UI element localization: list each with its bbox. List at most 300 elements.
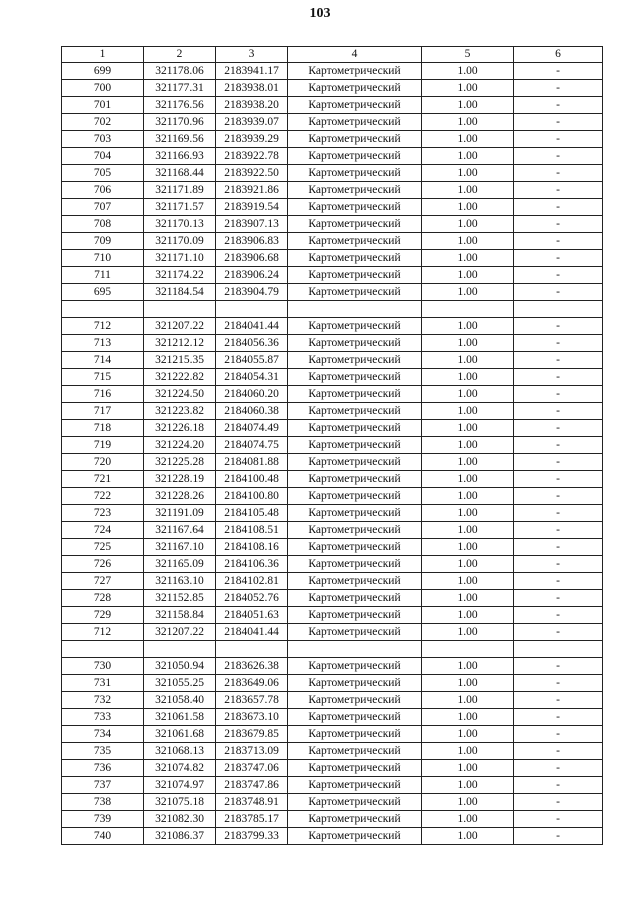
- y-coordinate-cell: 2183939.07: [216, 114, 288, 131]
- accuracy-cell: 1.00: [422, 828, 514, 845]
- method-cell: [288, 641, 422, 658]
- page-number: 103: [309, 6, 331, 21]
- table-row: [62, 165, 603, 182]
- point-number-cell: 721: [62, 471, 144, 488]
- note-cell: -: [514, 760, 603, 777]
- x-coordinate-cell: 321166.93: [144, 148, 216, 165]
- point-number-cell: 703: [62, 131, 144, 148]
- method-cell: Картометрический: [288, 182, 422, 199]
- accuracy-cell: 1.00: [422, 63, 514, 80]
- accuracy-cell: 1.00: [422, 624, 514, 641]
- method-cell: Картометрический: [288, 352, 422, 369]
- method-cell: [288, 301, 422, 318]
- y-coordinate-cell: 2183939.29: [216, 131, 288, 148]
- x-coordinate-cell: 321074.82: [144, 760, 216, 777]
- x-coordinate-cell: 321075.18: [144, 794, 216, 811]
- method-cell: Картометрический: [288, 828, 422, 845]
- column-header: 3: [216, 47, 288, 63]
- note-cell: -: [514, 794, 603, 811]
- accuracy-cell: 1.00: [422, 522, 514, 539]
- x-coordinate-cell: 321184.54: [144, 284, 216, 301]
- method-cell: Картометрический: [288, 624, 422, 641]
- note-cell: -: [514, 675, 603, 692]
- accuracy-cell: 1.00: [422, 352, 514, 369]
- x-coordinate-cell: [144, 641, 216, 658]
- x-coordinate-cell: 321152.85: [144, 590, 216, 607]
- table-row: [62, 675, 603, 692]
- point-number-cell: 699: [62, 63, 144, 80]
- x-coordinate-cell: 321170.13: [144, 216, 216, 233]
- method-cell: Картометрический: [288, 811, 422, 828]
- table-row: [62, 63, 603, 80]
- table-row: [62, 301, 603, 318]
- method-cell: Картометрический: [288, 692, 422, 709]
- table-row: [62, 284, 603, 301]
- table-row: [62, 97, 603, 114]
- note-cell: -: [514, 131, 603, 148]
- x-coordinate-cell: 321050.94: [144, 658, 216, 675]
- point-number-cell: 728: [62, 590, 144, 607]
- accuracy-cell: 1.00: [422, 199, 514, 216]
- note-cell: -: [514, 182, 603, 199]
- x-coordinate-cell: 321222.82: [144, 369, 216, 386]
- note-cell: -: [514, 607, 603, 624]
- method-cell: Картометрический: [288, 233, 422, 250]
- x-coordinate-cell: 321224.20: [144, 437, 216, 454]
- method-cell: Картометрический: [288, 165, 422, 182]
- point-number-cell: 695: [62, 284, 144, 301]
- table-row: [62, 182, 603, 199]
- x-coordinate-cell: 321212.12: [144, 335, 216, 352]
- y-coordinate-cell: 2184060.20: [216, 386, 288, 403]
- table-row: [62, 216, 603, 233]
- note-cell: -: [514, 556, 603, 573]
- accuracy-cell: 1.00: [422, 80, 514, 97]
- point-number-cell: 714: [62, 352, 144, 369]
- point-number-cell: 716: [62, 386, 144, 403]
- point-number-cell: 713: [62, 335, 144, 352]
- point-number-cell: 710: [62, 250, 144, 267]
- accuracy-cell: 1.00: [422, 590, 514, 607]
- method-cell: Картометрический: [288, 386, 422, 403]
- x-coordinate-cell: 321061.68: [144, 726, 216, 743]
- accuracy-cell: 1.00: [422, 165, 514, 182]
- table-row: [62, 539, 603, 556]
- accuracy-cell: 1.00: [422, 573, 514, 590]
- point-number-cell: 707: [62, 199, 144, 216]
- y-coordinate-cell: [216, 301, 288, 318]
- note-cell: -: [514, 471, 603, 488]
- y-coordinate-cell: [216, 641, 288, 658]
- method-cell: Картометрический: [288, 658, 422, 675]
- accuracy-cell: 1.00: [422, 284, 514, 301]
- note-cell: -: [514, 369, 603, 386]
- point-number-cell: 731: [62, 675, 144, 692]
- x-coordinate-cell: 321228.26: [144, 488, 216, 505]
- note-cell: -: [514, 420, 603, 437]
- table-row: [62, 743, 603, 760]
- point-number-cell: 717: [62, 403, 144, 420]
- y-coordinate-cell: 2184041.44: [216, 318, 288, 335]
- method-cell: Картометрический: [288, 250, 422, 267]
- note-cell: -: [514, 63, 603, 80]
- point-number-cell: 719: [62, 437, 144, 454]
- x-coordinate-cell: 321074.97: [144, 777, 216, 794]
- accuracy-cell: 1.00: [422, 335, 514, 352]
- y-coordinate-cell: 2184100.80: [216, 488, 288, 505]
- x-coordinate-cell: 321169.56: [144, 131, 216, 148]
- note-cell: -: [514, 811, 603, 828]
- column-header: 5: [422, 47, 514, 63]
- point-number-cell: 739: [62, 811, 144, 828]
- table-row: [62, 573, 603, 590]
- accuracy-cell: 1.00: [422, 454, 514, 471]
- x-coordinate-cell: 321171.89: [144, 182, 216, 199]
- column-header: 1: [62, 47, 144, 63]
- x-coordinate-cell: 321170.96: [144, 114, 216, 131]
- method-cell: Картометрический: [288, 267, 422, 284]
- accuracy-cell: 1.00: [422, 267, 514, 284]
- point-number-cell: 705: [62, 165, 144, 182]
- table-row: [62, 80, 603, 97]
- y-coordinate-cell: 2184055.87: [216, 352, 288, 369]
- table-row: [62, 386, 603, 403]
- point-number-cell: 727: [62, 573, 144, 590]
- accuracy-cell: 1.00: [422, 709, 514, 726]
- note-cell: -: [514, 233, 603, 250]
- y-coordinate-cell: 2184051.63: [216, 607, 288, 624]
- note-cell: -: [514, 590, 603, 607]
- point-number-cell: 725: [62, 539, 144, 556]
- table-row: [62, 777, 603, 794]
- table-row: [62, 352, 603, 369]
- x-coordinate-cell: 321174.22: [144, 267, 216, 284]
- table-row: [62, 590, 603, 607]
- accuracy-cell: [422, 641, 514, 658]
- y-coordinate-cell: 2183649.06: [216, 675, 288, 692]
- y-coordinate-cell: 2183679.85: [216, 726, 288, 743]
- x-coordinate-cell: 321228.19: [144, 471, 216, 488]
- y-coordinate-cell: 2184081.88: [216, 454, 288, 471]
- table-row: [62, 658, 603, 675]
- x-coordinate-cell: 321191.09: [144, 505, 216, 522]
- x-coordinate-cell: 321058.40: [144, 692, 216, 709]
- table-row: [62, 267, 603, 284]
- method-cell: Картометрический: [288, 709, 422, 726]
- x-coordinate-cell: 321226.18: [144, 420, 216, 437]
- x-coordinate-cell: 321165.09: [144, 556, 216, 573]
- method-cell: Картометрический: [288, 573, 422, 590]
- header-row: [62, 47, 603, 63]
- x-coordinate-cell: 321168.44: [144, 165, 216, 182]
- y-coordinate-cell: 2183713.09: [216, 743, 288, 760]
- method-cell: Картометрический: [288, 743, 422, 760]
- column-header: 4: [288, 47, 422, 63]
- accuracy-cell: 1.00: [422, 148, 514, 165]
- note-cell: -: [514, 335, 603, 352]
- method-cell: Картометрический: [288, 284, 422, 301]
- coordinates-table: [61, 46, 603, 845]
- table-row: [62, 233, 603, 250]
- method-cell: Картометрический: [288, 148, 422, 165]
- table-row: [62, 369, 603, 386]
- point-number-cell: 737: [62, 777, 144, 794]
- y-coordinate-cell: 2183747.86: [216, 777, 288, 794]
- accuracy-cell: 1.00: [422, 692, 514, 709]
- y-coordinate-cell: 2183919.54: [216, 199, 288, 216]
- x-coordinate-cell: 321163.10: [144, 573, 216, 590]
- accuracy-cell: 1.00: [422, 114, 514, 131]
- method-cell: Картометрический: [288, 471, 422, 488]
- note-cell: -: [514, 216, 603, 233]
- x-coordinate-cell: 321223.82: [144, 403, 216, 420]
- x-coordinate-cell: 321167.64: [144, 522, 216, 539]
- y-coordinate-cell: 2183938.01: [216, 80, 288, 97]
- accuracy-cell: 1.00: [422, 794, 514, 811]
- table-row: [62, 488, 603, 505]
- note-cell: [514, 301, 603, 318]
- note-cell: -: [514, 403, 603, 420]
- table-row: [62, 692, 603, 709]
- point-number-cell: 720: [62, 454, 144, 471]
- accuracy-cell: 1.00: [422, 437, 514, 454]
- x-coordinate-cell: 321158.84: [144, 607, 216, 624]
- point-number-cell: 712: [62, 624, 144, 641]
- y-coordinate-cell: 2184100.48: [216, 471, 288, 488]
- accuracy-cell: 1.00: [422, 97, 514, 114]
- accuracy-cell: 1.00: [422, 420, 514, 437]
- y-coordinate-cell: 2183921.86: [216, 182, 288, 199]
- table-row: [62, 607, 603, 624]
- accuracy-cell: 1.00: [422, 318, 514, 335]
- note-cell: -: [514, 250, 603, 267]
- method-cell: Картометрический: [288, 63, 422, 80]
- note-cell: -: [514, 505, 603, 522]
- point-number-cell: 734: [62, 726, 144, 743]
- method-cell: Картометрический: [288, 539, 422, 556]
- y-coordinate-cell: 2183906.83: [216, 233, 288, 250]
- y-coordinate-cell: 2183799.33: [216, 828, 288, 845]
- accuracy-cell: 1.00: [422, 556, 514, 573]
- point-number-cell: 701: [62, 97, 144, 114]
- accuracy-cell: 1.00: [422, 488, 514, 505]
- note-cell: -: [514, 148, 603, 165]
- note-cell: -: [514, 743, 603, 760]
- y-coordinate-cell: 2184074.49: [216, 420, 288, 437]
- x-coordinate-cell: 321055.25: [144, 675, 216, 692]
- note-cell: -: [514, 726, 603, 743]
- table-row: [62, 505, 603, 522]
- y-coordinate-cell: 2183906.68: [216, 250, 288, 267]
- y-coordinate-cell: 2183922.78: [216, 148, 288, 165]
- accuracy-cell: 1.00: [422, 505, 514, 522]
- x-coordinate-cell: [144, 301, 216, 318]
- note-cell: -: [514, 267, 603, 284]
- table-header: [62, 47, 603, 63]
- note-cell: [514, 641, 603, 658]
- point-number-cell: 733: [62, 709, 144, 726]
- method-cell: Картометрический: [288, 760, 422, 777]
- point-number-cell: 704: [62, 148, 144, 165]
- accuracy-cell: [422, 301, 514, 318]
- point-number-cell: 738: [62, 794, 144, 811]
- point-number-cell: 718: [62, 420, 144, 437]
- method-cell: Картометрический: [288, 590, 422, 607]
- table-row: [62, 811, 603, 828]
- y-coordinate-cell: 2184041.44: [216, 624, 288, 641]
- accuracy-cell: 1.00: [422, 811, 514, 828]
- x-coordinate-cell: 321167.10: [144, 539, 216, 556]
- point-number-cell: 706: [62, 182, 144, 199]
- method-cell: Картометрический: [288, 675, 422, 692]
- method-cell: Картометрический: [288, 607, 422, 624]
- table-row: [62, 709, 603, 726]
- point-number-cell: 723: [62, 505, 144, 522]
- method-cell: Картометрический: [288, 794, 422, 811]
- y-coordinate-cell: 2183657.78: [216, 692, 288, 709]
- y-coordinate-cell: 2184054.31: [216, 369, 288, 386]
- note-cell: -: [514, 165, 603, 182]
- method-cell: Картометрический: [288, 726, 422, 743]
- method-cell: Картометрический: [288, 505, 422, 522]
- method-cell: Картометрический: [288, 216, 422, 233]
- table-row: [62, 335, 603, 352]
- note-cell: -: [514, 624, 603, 641]
- note-cell: -: [514, 199, 603, 216]
- y-coordinate-cell: 2183906.24: [216, 267, 288, 284]
- x-coordinate-cell: 321178.06: [144, 63, 216, 80]
- x-coordinate-cell: 321171.10: [144, 250, 216, 267]
- note-cell: -: [514, 386, 603, 403]
- x-coordinate-cell: 321207.22: [144, 318, 216, 335]
- method-cell: Картометрический: [288, 420, 422, 437]
- y-coordinate-cell: 2184105.48: [216, 505, 288, 522]
- accuracy-cell: 1.00: [422, 777, 514, 794]
- y-coordinate-cell: 2183626.38: [216, 658, 288, 675]
- table-body: [62, 63, 603, 845]
- note-cell: -: [514, 539, 603, 556]
- accuracy-cell: 1.00: [422, 250, 514, 267]
- point-number-cell: 708: [62, 216, 144, 233]
- note-cell: -: [514, 80, 603, 97]
- method-cell: Картометрический: [288, 114, 422, 131]
- table-row: [62, 318, 603, 335]
- method-cell: Картометрический: [288, 403, 422, 420]
- note-cell: -: [514, 97, 603, 114]
- accuracy-cell: 1.00: [422, 131, 514, 148]
- note-cell: -: [514, 828, 603, 845]
- point-number-cell: 712: [62, 318, 144, 335]
- table-row: [62, 148, 603, 165]
- y-coordinate-cell: 2183748.91: [216, 794, 288, 811]
- method-cell: Картометрический: [288, 488, 422, 505]
- y-coordinate-cell: 2184108.16: [216, 539, 288, 556]
- table-row: [62, 556, 603, 573]
- accuracy-cell: 1.00: [422, 471, 514, 488]
- point-number-cell: [62, 641, 144, 658]
- method-cell: Картометрический: [288, 454, 422, 471]
- point-number-cell: 736: [62, 760, 144, 777]
- note-cell: -: [514, 352, 603, 369]
- point-number-cell: [62, 301, 144, 318]
- table-row: [62, 420, 603, 437]
- y-coordinate-cell: 2183938.20: [216, 97, 288, 114]
- y-coordinate-cell: 2183747.06: [216, 760, 288, 777]
- table-row: [62, 828, 603, 845]
- y-coordinate-cell: 2183785.17: [216, 811, 288, 828]
- table-row: [62, 760, 603, 777]
- x-coordinate-cell: 321224.50: [144, 386, 216, 403]
- note-cell: -: [514, 437, 603, 454]
- note-cell: -: [514, 522, 603, 539]
- point-number-cell: 724: [62, 522, 144, 539]
- x-coordinate-cell: 321068.13: [144, 743, 216, 760]
- accuracy-cell: 1.00: [422, 403, 514, 420]
- x-coordinate-cell: 321171.57: [144, 199, 216, 216]
- note-cell: -: [514, 454, 603, 471]
- table-row: [62, 437, 603, 454]
- point-number-cell: 732: [62, 692, 144, 709]
- y-coordinate-cell: 2184074.75: [216, 437, 288, 454]
- table-row: [62, 522, 603, 539]
- accuracy-cell: 1.00: [422, 607, 514, 624]
- table-row: [62, 114, 603, 131]
- note-cell: -: [514, 318, 603, 335]
- note-cell: -: [514, 114, 603, 131]
- point-number-cell: 702: [62, 114, 144, 131]
- point-number-cell: 711: [62, 267, 144, 284]
- point-number-cell: 729: [62, 607, 144, 624]
- x-coordinate-cell: 321176.56: [144, 97, 216, 114]
- method-cell: Картометрический: [288, 80, 422, 97]
- method-cell: Картометрический: [288, 335, 422, 352]
- table-row: [62, 250, 603, 267]
- y-coordinate-cell: 2183941.17: [216, 63, 288, 80]
- method-cell: Картометрический: [288, 131, 422, 148]
- accuracy-cell: 1.00: [422, 743, 514, 760]
- x-coordinate-cell: 321225.28: [144, 454, 216, 471]
- y-coordinate-cell: 2184052.76: [216, 590, 288, 607]
- y-coordinate-cell: 2183673.10: [216, 709, 288, 726]
- accuracy-cell: 1.00: [422, 216, 514, 233]
- accuracy-cell: 1.00: [422, 182, 514, 199]
- method-cell: Картометрический: [288, 556, 422, 573]
- accuracy-cell: 1.00: [422, 369, 514, 386]
- method-cell: Картометрический: [288, 318, 422, 335]
- accuracy-cell: 1.00: [422, 675, 514, 692]
- note-cell: -: [514, 692, 603, 709]
- accuracy-cell: 1.00: [422, 539, 514, 556]
- point-number-cell: 735: [62, 743, 144, 760]
- accuracy-cell: 1.00: [422, 726, 514, 743]
- point-number-cell: 740: [62, 828, 144, 845]
- x-coordinate-cell: 321177.31: [144, 80, 216, 97]
- column-header: 2: [144, 47, 216, 63]
- note-cell: -: [514, 284, 603, 301]
- y-coordinate-cell: 2183904.79: [216, 284, 288, 301]
- note-cell: -: [514, 573, 603, 590]
- point-number-cell: 726: [62, 556, 144, 573]
- note-cell: -: [514, 658, 603, 675]
- table-row: [62, 403, 603, 420]
- table-row: [62, 199, 603, 216]
- table-row: [62, 131, 603, 148]
- x-coordinate-cell: 321207.22: [144, 624, 216, 641]
- accuracy-cell: 1.00: [422, 233, 514, 250]
- y-coordinate-cell: 2184060.38: [216, 403, 288, 420]
- note-cell: -: [514, 777, 603, 794]
- method-cell: Картометрический: [288, 369, 422, 386]
